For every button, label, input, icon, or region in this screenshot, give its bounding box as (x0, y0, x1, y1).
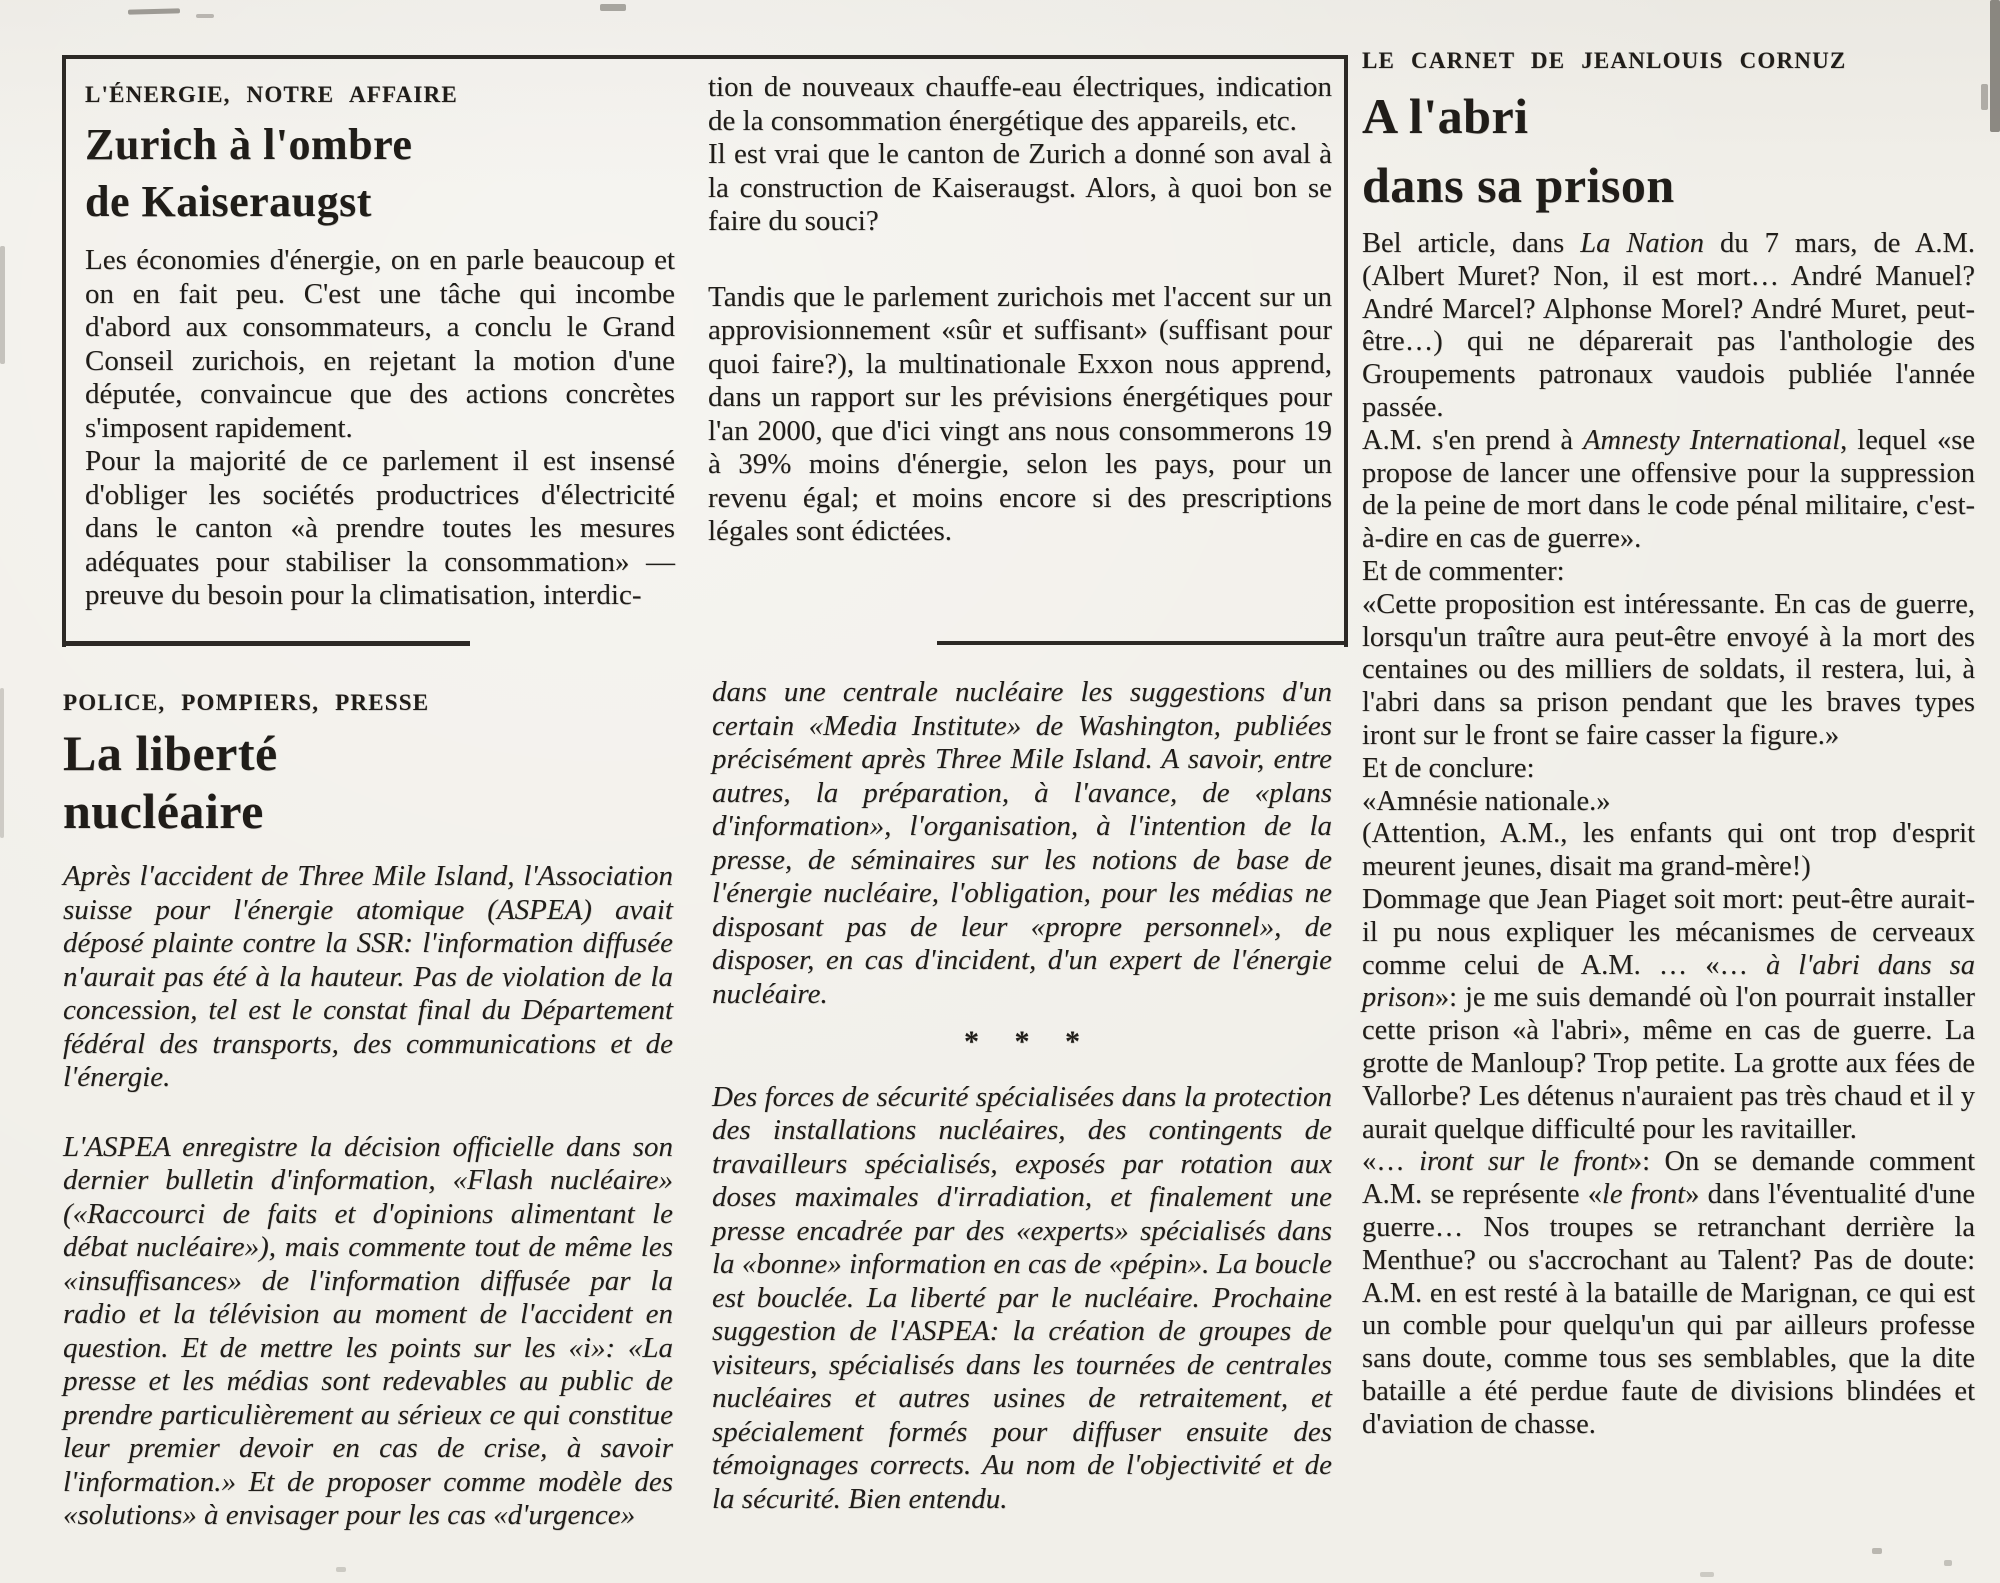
scan-artifact (1990, 0, 2000, 132)
body-paragraph: L'ASPEA enregistre la décision officielle dans son dernier bulletin d'information, «Flash nucléaire» («Raccourci de faits et d'opinions alimentant le débat nucléaire»), mais commente tout de même les «insuffisances» de l'information diffusée par la radio et la télévision au moment de l'accident en question. Et de mettre les points sur les «i»: «La presse et les médias sont redevables au public de prendre particulièrement au sérieux ce qui constitue leur premier devoir en cas de crise, à savoir l'information.» Et de proposer comme modèle des «solutions» à envisager pour les cas «d'urgence» (63, 1130, 673, 1531)
body-paragraph: Pour la majorité de ce parlement il est insensé d'obliger les sociétés productrices d'électricité dans le canton «à prendre toutes les mesures adéquates pour stabiliser la consommation» — preuve du besoin pour la climatisation, interdic- (85, 445, 675, 611)
body-paragraph: «Amnésie nationale.» (1362, 785, 1611, 817)
headline-zurich (85, 116, 675, 230)
scan-artifact (1700, 1572, 1714, 1577)
body-paragraph: Et de commenter: (1362, 555, 1565, 587)
scan-artifact (128, 8, 180, 14)
headline-line: La liberté (63, 725, 278, 781)
headline-line: dans sa prison (1362, 157, 1675, 213)
body-paragraph: Tandis que le parlement zurichois met l'accent sur un approvisionnement «sûr et suffisant» (suffisant pour quoi faire?), la multinationale Exxon nous apprend, dans un rapport sur les prévisions énergétiques pour l'an 2000, que d'ici vingt ans nous consommerons 19 à 39% moins d'énergie, selon les pays, pour un revenu égal; et moins encore si des prescriptions légales sont édictées. (708, 280, 1332, 547)
body-paragraph: A.M. s'en prend à Amnesty International, lequel «se propose de lancer une offensive pour la suppression de la peine de mort dans le code pénal militaire, c'est-à-dire en cas de guerre». (1362, 424, 1975, 555)
boxed-article-column-2 (708, 71, 1332, 549)
body-paragraph: Les économies d'énergie, on en parle beaucoup et on en fait peu. C'est une tâche qui incombe d'abord aux consommateurs, a conclu le Grand Conseil zurichois, en rejetant la motion d'une députée, convaincue que des actions concrètes s'imposent rapidement. (85, 244, 675, 444)
body-paragraph: Dommage que Jean Piaget soit mort: peut-être aurait-il pu nous expliquer les mécanismes de cerveaux comme celui de A.M. … «… à l'abri dans sa prison»: je me suis demandé où l'on pourrait installer cette prison «à l'abri», même en cas de guerre. La grotte de Manloup? Trop petite. La grotte aux fées de Vallorbe? Les détenus n'auraient pas très chaud et il y aurait quelque difficulté pour les ravitailler. (1362, 883, 1975, 1145)
scan-artifact (1981, 84, 1988, 110)
headline-abri (1362, 82, 1975, 220)
asterisk-separator: * * * (964, 1025, 1080, 1058)
body-paragraph: Bel article, dans La Nation du 7 mars, de A.M. (Albert Muret? Non, il est mort… André Manuel? André Marcel? Alphonse Morel? André Muret, peut-être…) qui ne déparerait pas l'anthologie des Groupements patronaux vaudois publiée l'année passée. (1362, 228, 1975, 423)
body-paragraph: «… iront sur le front»: On se demande comment A.M. se représente «le front» dans l'éventualité d'une guerre… Nos troupes se retranchant derrière la Menthue? ou s'accrochant au Talent? Pas de doute: A.M. en est resté à la bataille de Marignan, ce qui est un comble pour quelqu'un qui par ailleurs professe sans doute, comme tous ses semblables, que la dite bataille a été perdue faute de divisions blindées et d'aviation de chasse. (1362, 1146, 1975, 1440)
body-paragraph: tion de nouveaux chauffe-eau électriques, indication de la consommation énergétique des appareils, etc. (708, 71, 1332, 137)
liberte-article-column-1 (63, 688, 673, 1533)
body-paragraph: (Attention, A.M., les enfants qui ont trop d'esprit meurent jeunes, disait ma grand-mère!) (1362, 818, 1975, 883)
kicker-energie: L'ÉNERGIE, NOTRE AFFAIRE (85, 82, 458, 107)
liberte-article-column-2 (712, 676, 1332, 1516)
body-paragraph: Et de conclure: (1362, 752, 1535, 784)
headline-line: de Kaiseraugst (85, 177, 372, 226)
headline-line: nucléaire (63, 783, 264, 839)
headline-line: Zurich à l'ombre (85, 120, 413, 169)
scan-artifact (1944, 1560, 1952, 1566)
headline-liberte (63, 724, 673, 840)
scan-artifact (196, 14, 214, 18)
kicker-police: POLICE, POMPIERS, PRESSE (63, 690, 430, 715)
headline-line: A l'abri (1362, 88, 1529, 144)
body-paragraph: Il est vrai que le canton de Zurich a donné son aval à la construction de Kaiseraugst. Alors, à quoi bon se faire du souci? (708, 138, 1332, 237)
scan-artifact (336, 1567, 346, 1572)
body-paragraph: Après l'accident de Three Mile Island, l'Association suisse pour l'énergie atomique (ASPEA) avait déposé plainte contre la SSR: l'information diffusée n'aurait pas été à la hauteur. Pas de violation de la concession, tel est le constat final du Département fédéral des transports, des communications et de l'énergie. (63, 860, 673, 1093)
scan-artifact (0, 688, 4, 838)
scan-artifact (1872, 1548, 1882, 1554)
article-box-border-bottom-right (937, 641, 1348, 645)
kicker-carnet: LE CARNET DE JEANLOUIS CORNUZ (1362, 48, 1847, 73)
scan-artifact (0, 246, 5, 364)
article-box-border-bottom-left (62, 641, 470, 646)
body-paragraph: dans une centrale nucléaire les suggestions d'un certain «Media Institute» de Washington, publiées précisément après Three Mile Island. A savoir, entre autres, la préparation, à l'avance, de «plans d'information», l'organisation, à l'intention de la presse, de séminaires sur les notions de base de l'énergie nucléaire, l'obligation, pour les médias ne disposant pas de leur «propre personnel», de disposer, en cas d'incident, d'un expert de l'énergie nucléaire. (712, 676, 1332, 1010)
carnet-article-column (1362, 46, 1975, 1441)
body-paragraph: Des forces de sécurité spécialisées dans la protection des installations nucléaires, des contingents de travailleurs spécialisés, exposés par rotation aux doses maximales d'irradiation, et finalement une presse encadrée par des «experts» spécialisés dans la «bonne» information en cas de «pépin». La boucle est bouclée. La liberté par le nucléaire. Prochaine suggestion de l'ASPEA: la création de groupes de visiteurs, spécialisés dans les tournées de centrales nucléaires et autres usines de retraitement, et spécialement formés pour diffuser ensuite des témoignages corrects. Au nom de l'objectivité et de la sécurité. Bien entendu. (712, 1080, 1332, 1515)
body-paragraph: «Cette proposition est intéressante. En cas de guerre, lorsqu'un traître aura peut-être envoyé à la mort des centaines ou des milliers de soldats, il restera, lui, à l'abri dans sa prison pendant que les braves types iront sur le front se faire casser la figure.» (1362, 588, 1975, 751)
scan-artifact (600, 4, 626, 11)
boxed-article-column-1 (85, 80, 675, 613)
